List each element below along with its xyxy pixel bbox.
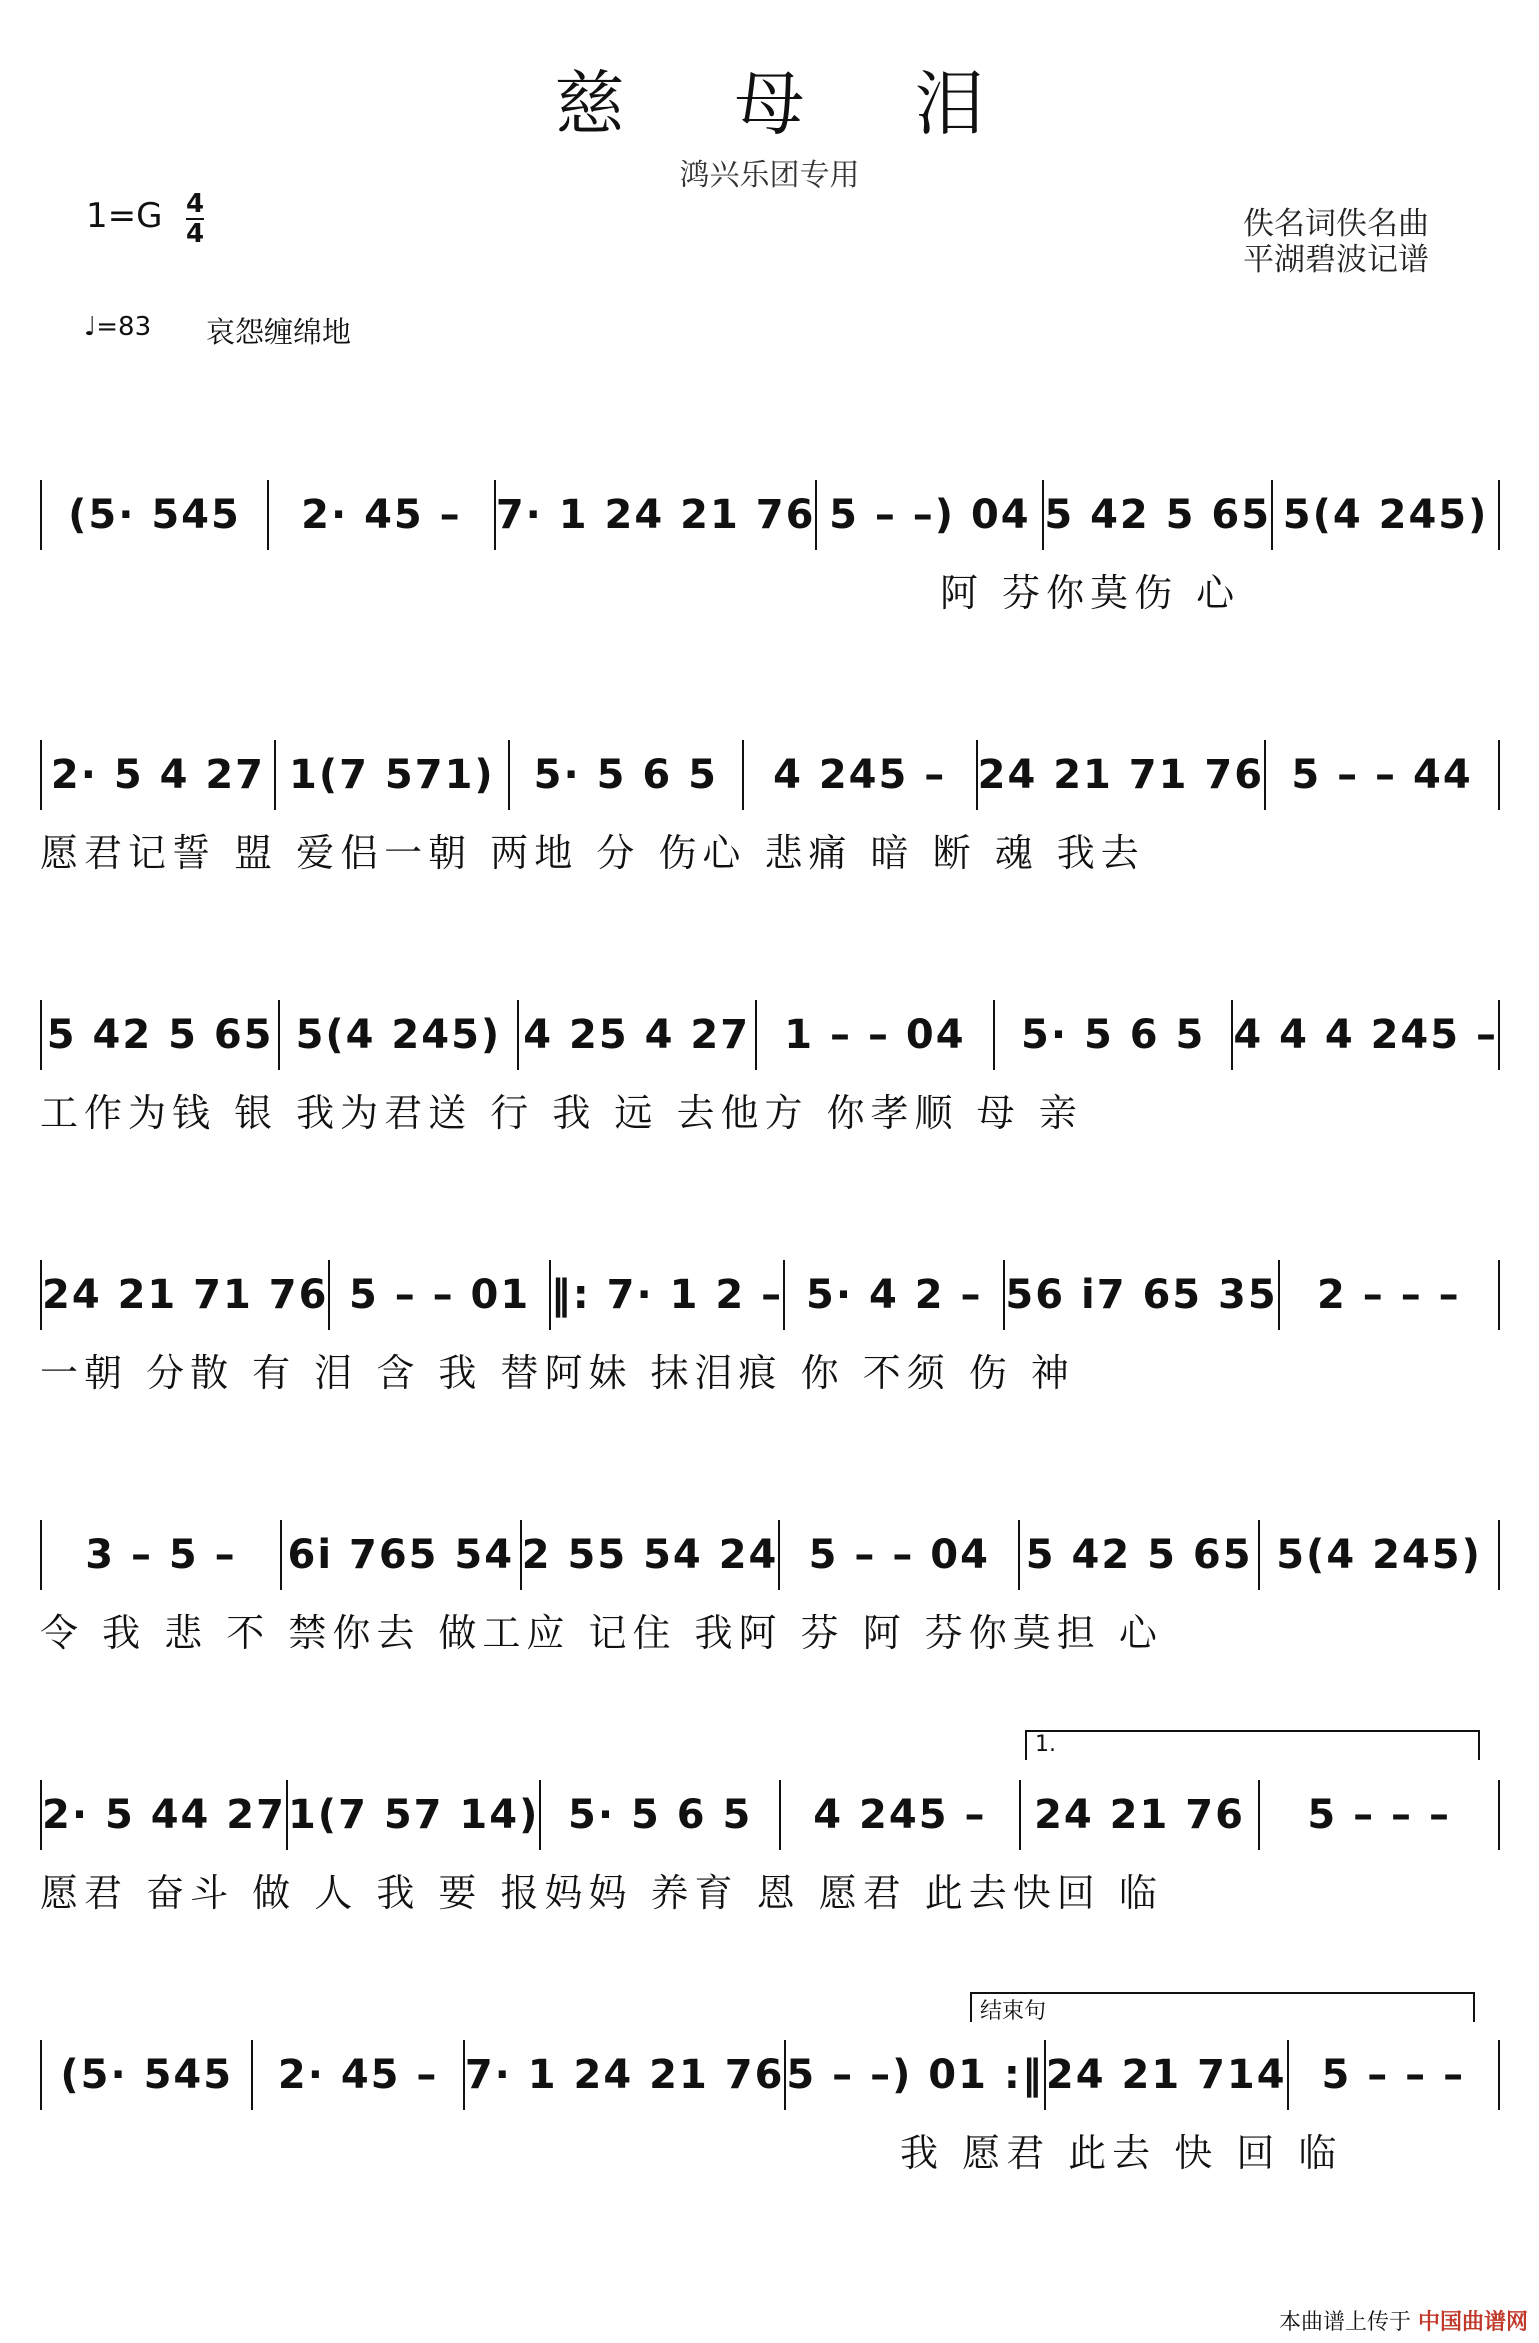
measure: 1(7 57 14) [288, 1780, 541, 1850]
measure: 4 4 4 245 – [1233, 1012, 1499, 1058]
measure: 5(4 245) [1282, 492, 1489, 538]
measure: 2· 5 4 27 [42, 740, 276, 810]
lyrics-line: 阿 芬你莫伤 心 [940, 571, 1241, 615]
credits [1243, 206, 1429, 278]
notes-line [40, 480, 1500, 550]
score-subtitle: 鸿兴乐团专用 [679, 158, 860, 193]
time-signature-top: 4 [186, 189, 205, 219]
measure: 5(4 245) [280, 1000, 518, 1070]
measure: 6i 765 54 [282, 1520, 522, 1590]
measure: 5· 5 6 5 [541, 1780, 781, 1850]
measure: 5(4 245) [1276, 1532, 1482, 1578]
composer-credit: 佚名词佚名曲 [1243, 206, 1429, 242]
measure: 5 – – 44 [1291, 752, 1473, 798]
measure: (5· 545 [42, 2040, 253, 2110]
measure: 4 25 4 27 [519, 1000, 757, 1070]
measure: 5· 5 6 5 [510, 740, 744, 810]
tempo-marking: ♩=83 [84, 312, 152, 342]
measure: 1(7 571) [276, 740, 510, 810]
footer-watermark [1279, 2305, 1539, 2336]
measure: 24 21 71 76 [978, 740, 1266, 810]
notes-line [40, 1780, 1500, 1850]
notes-line [40, 2040, 1500, 2110]
measure: 5 42 5 65 [1044, 480, 1273, 550]
upload-note: 本曲谱上传于 [1279, 2310, 1412, 2335]
measure: 5 – – – [1307, 1792, 1451, 1838]
notes-line [40, 1260, 1500, 1330]
expression-marking: 哀怨缠绵地 [206, 315, 352, 349]
measure: 24 21 71 76 [42, 1260, 330, 1330]
measure: 7· 1 24 21 76 [465, 2040, 787, 2110]
measure: 56 i7 65 35 [1005, 1260, 1279, 1330]
measure: 24 21 76 [1021, 1780, 1261, 1850]
notes-line [40, 740, 1500, 810]
lyrics-line: 一朝 分散 有 泪 含 我 替阿妹 抹泪痕 你 不须 伤 神 [40, 1351, 1075, 1395]
measure: 2· 45 – [253, 2040, 464, 2110]
measure: 7· 1 24 21 76 [496, 480, 818, 550]
measure: 5 – – – [1321, 2052, 1466, 2098]
measure: 24 21 714 [1046, 2040, 1289, 2110]
measure: 5 – – 01 [330, 1260, 550, 1330]
measure: 2· 45 – [269, 480, 496, 550]
measure: 2 55 54 24 [522, 1520, 781, 1590]
measure: 4 245 – [781, 1780, 1021, 1850]
ending-phrase-bracket: 结束句 [970, 1992, 1475, 2022]
time-signature-bottom: 4 [186, 219, 205, 249]
measure: (5· 545 [42, 480, 269, 550]
measure: 5 – –) 04 [817, 480, 1044, 550]
lyrics-line: 愿君 奋斗 做 人 我 要 报妈妈 养育 恩 愿君 此去快回 临 [40, 1871, 1163, 1915]
measure: 4 245 – [744, 740, 978, 810]
measure: 5· 4 2 – [785, 1260, 1005, 1330]
measure: 2 – – – [1317, 1272, 1461, 1318]
transcriber-credit: 平湖碧波记谱 [1243, 242, 1429, 278]
measure: 3 – 5 – [42, 1520, 282, 1590]
first-ending-bracket: 1. [1025, 1730, 1480, 1760]
measure: 1 – – 04 [757, 1000, 995, 1070]
lyrics-line: 愿君记誓 盟 爱侣一朝 两地 分 伤心 悲痛 暗 断 魂 我去 [40, 831, 1145, 875]
lyrics-line: 令 我 悲 不 禁你去 做工应 记住 我阿 芬 阿 芬你莫担 心 [40, 1611, 1163, 1655]
measure: 5 42 5 65 [1020, 1520, 1260, 1590]
measure: ‖: 7· 1 2 – [551, 1260, 785, 1330]
time-signature [186, 190, 204, 248]
measure: 5· 5 6 5 [995, 1000, 1233, 1070]
site-logo: 中国曲谱网 [1418, 2310, 1529, 2335]
measure: 5 – – 04 [780, 1520, 1020, 1590]
notes-line [40, 1520, 1500, 1590]
measure: 2· 5 44 27 [42, 1780, 288, 1850]
key-signature: 1=G [86, 196, 163, 236]
score-title: 慈母泪 [554, 63, 1095, 145]
lyrics-line: 工作为钱 银 我为君送 行 我 远 去他方 你孝顺 母 亲 [40, 1091, 1083, 1135]
lyrics-line: 我 愿君 此去 快 回 临 [900, 2131, 1343, 2175]
measure: 5 42 5 65 [42, 1000, 280, 1070]
measure: 5 – –) 01 :‖ [786, 2040, 1045, 2110]
notes-line [40, 1000, 1500, 1070]
